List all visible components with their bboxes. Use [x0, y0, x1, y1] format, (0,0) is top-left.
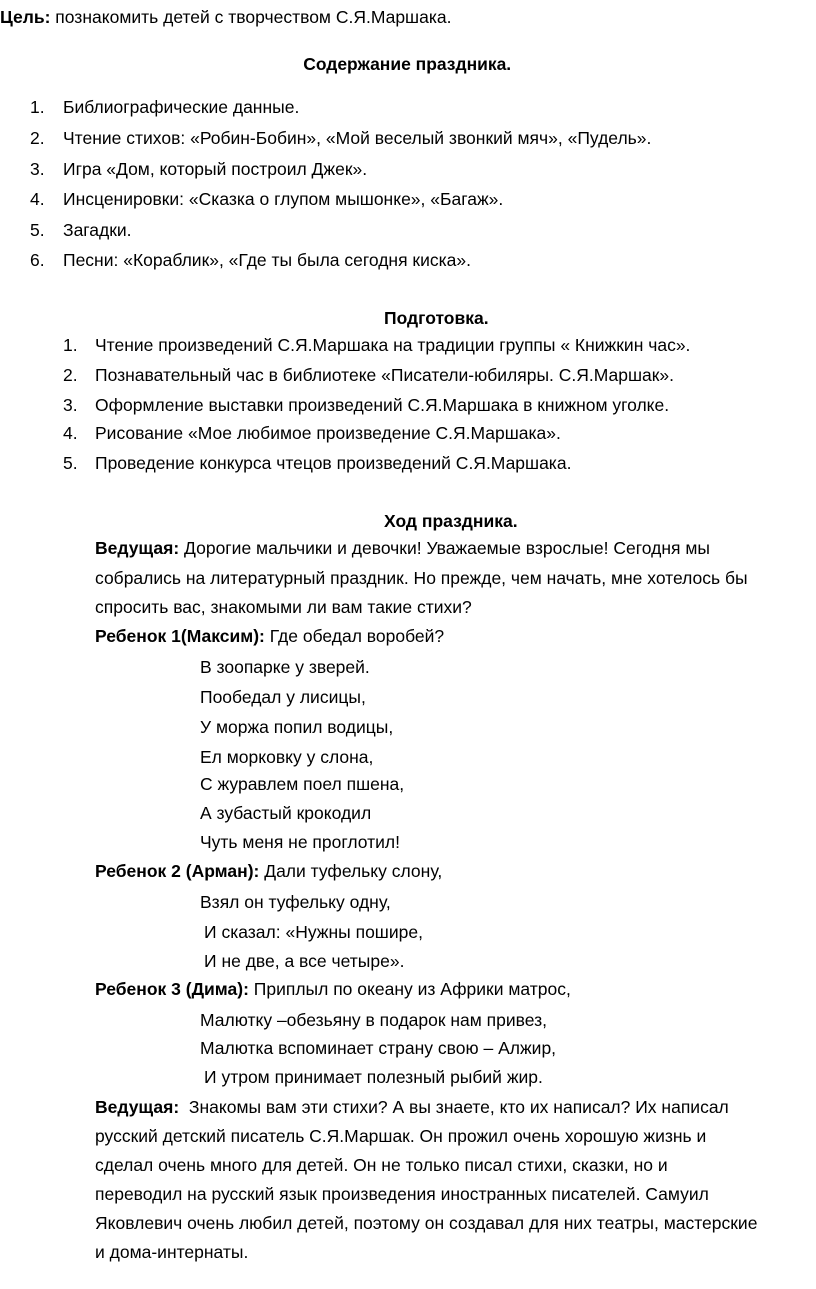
goal-line	[0, 6, 451, 28]
content-item-number: 5.	[30, 220, 45, 240]
verse-line: Малютка вспоминает страну свою – Алжир,	[200, 1038, 557, 1058]
verse-line: И сказал: «Нужны пошире,	[204, 922, 423, 942]
content-item-number: 4.	[30, 189, 45, 209]
host-text: Дорогие мальчики и девочки! Уважаемые взрослые! Сегодня мы	[179, 538, 710, 558]
course-heading: Ход праздника.	[384, 511, 518, 531]
prep-item-number: 3.	[63, 395, 78, 415]
host-text: Яковлевич очень любил детей, поэтому он создавал для них театры, мастерские	[95, 1213, 758, 1233]
prep-item-number: 1.	[63, 335, 78, 355]
verse-line: А зубастый крокодил	[200, 803, 372, 823]
content-item: Библиографические данные.	[63, 97, 300, 117]
verse-line: Где обедал воробей?	[264, 626, 445, 646]
prep-item: Проведение конкурса чтецов произведений С.Я.Маршака.	[95, 453, 572, 473]
child3-line	[95, 978, 571, 1000]
child3-speaker: Ребенок 3 (Дима):	[95, 979, 249, 999]
host-speaker: Ведущая:	[95, 1097, 180, 1117]
prep-heading: Подготовка.	[384, 308, 489, 328]
goal-label: Цель:	[0, 7, 51, 27]
verse-line: В зоопарке у зверей.	[200, 657, 370, 677]
host-line	[95, 1096, 729, 1118]
verse-line: С журавлем поел пшена,	[200, 774, 405, 794]
child1-speaker: Ребенок 1(Максим):	[95, 626, 265, 646]
goal-text: познакомить детей с творчеством С.Я.Маршака.	[50, 7, 452, 27]
content-item: Инсценировки: «Сказка о глупом мышонке», «Багаж».	[63, 189, 504, 209]
host-text: переводил на русский язык произведения иностранных писателей. Самуил	[95, 1184, 709, 1204]
prep-item-number: 5.	[63, 453, 78, 473]
host-text: сделал очень много для детей. Он не только писал стихи, сказки, но и	[95, 1155, 668, 1175]
verse-line: Приплыл по океану из Африки матрос,	[248, 979, 571, 999]
content-heading: Содержание праздника.	[303, 54, 512, 74]
content-item-number: 6.	[30, 250, 45, 270]
host-text: Знакомы вам эти стихи? А вы знаете, кто их написал? Их написал	[179, 1097, 729, 1117]
prep-item: Рисование «Мое любимое произведение С.Я.Маршака».	[95, 423, 561, 443]
verse-line: И утром принимает полезный рыбий жир.	[204, 1067, 543, 1087]
verse-line: И не две, а все четыре».	[204, 951, 405, 971]
verse-line: Чуть меня не проглотил!	[200, 832, 400, 852]
child2-line	[95, 860, 442, 882]
prep-item: Познавательный час в библиотеке «Писатели-юбиляры. С.Я.Маршак».	[95, 365, 675, 385]
host-line	[95, 537, 710, 559]
host-text: спросить вас, знакомыми ли вам такие стихи?	[95, 597, 472, 617]
verse-line: Дали туфельку слону,	[259, 861, 443, 881]
child2-speaker: Ребенок 2 (Арман):	[95, 861, 260, 881]
content-item: Загадки.	[63, 220, 132, 240]
host-text: и дома-интернаты.	[95, 1242, 249, 1262]
host-speaker: Ведущая:	[95, 538, 180, 558]
verse-line: Ел морковку у слона,	[200, 747, 374, 767]
host-text: русский детский писатель С.Я.Маршак. Он прожил очень хорошую жизнь и	[95, 1126, 707, 1146]
verse-line: Пообедал у лисицы,	[200, 687, 366, 707]
content-item: Игра «Дом, который построил Джек».	[63, 159, 368, 179]
child1-line	[95, 625, 444, 647]
prep-item-number: 4.	[63, 423, 78, 443]
content-item-number: 3.	[30, 159, 45, 179]
verse-line: У моржа попил водицы,	[200, 717, 394, 737]
verse-line: Малютку –обезьяну в подарок нам привез,	[200, 1010, 547, 1030]
prep-item: Оформление выставки произведений С.Я.Маршака в книжном уголке.	[95, 395, 670, 415]
content-item: Чтение стихов: «Робин-Бобин», «Мой веселый звонкий мяч», «Пудель».	[63, 128, 652, 148]
content-item-number: 1.	[30, 97, 45, 117]
host-text: собрались на литературный праздник. Но прежде, чем начать, мне хотелось бы	[95, 568, 748, 588]
prep-item: Чтение произведений С.Я.Маршака на традиции группы « Книжкин час».	[95, 335, 691, 355]
content-item: Песни: «Кораблик», «Где ты была сегодня киска».	[63, 250, 471, 270]
content-item-number: 2.	[30, 128, 45, 148]
prep-item-number: 2.	[63, 365, 78, 385]
verse-line: Взял он туфельку одну,	[200, 892, 391, 912]
